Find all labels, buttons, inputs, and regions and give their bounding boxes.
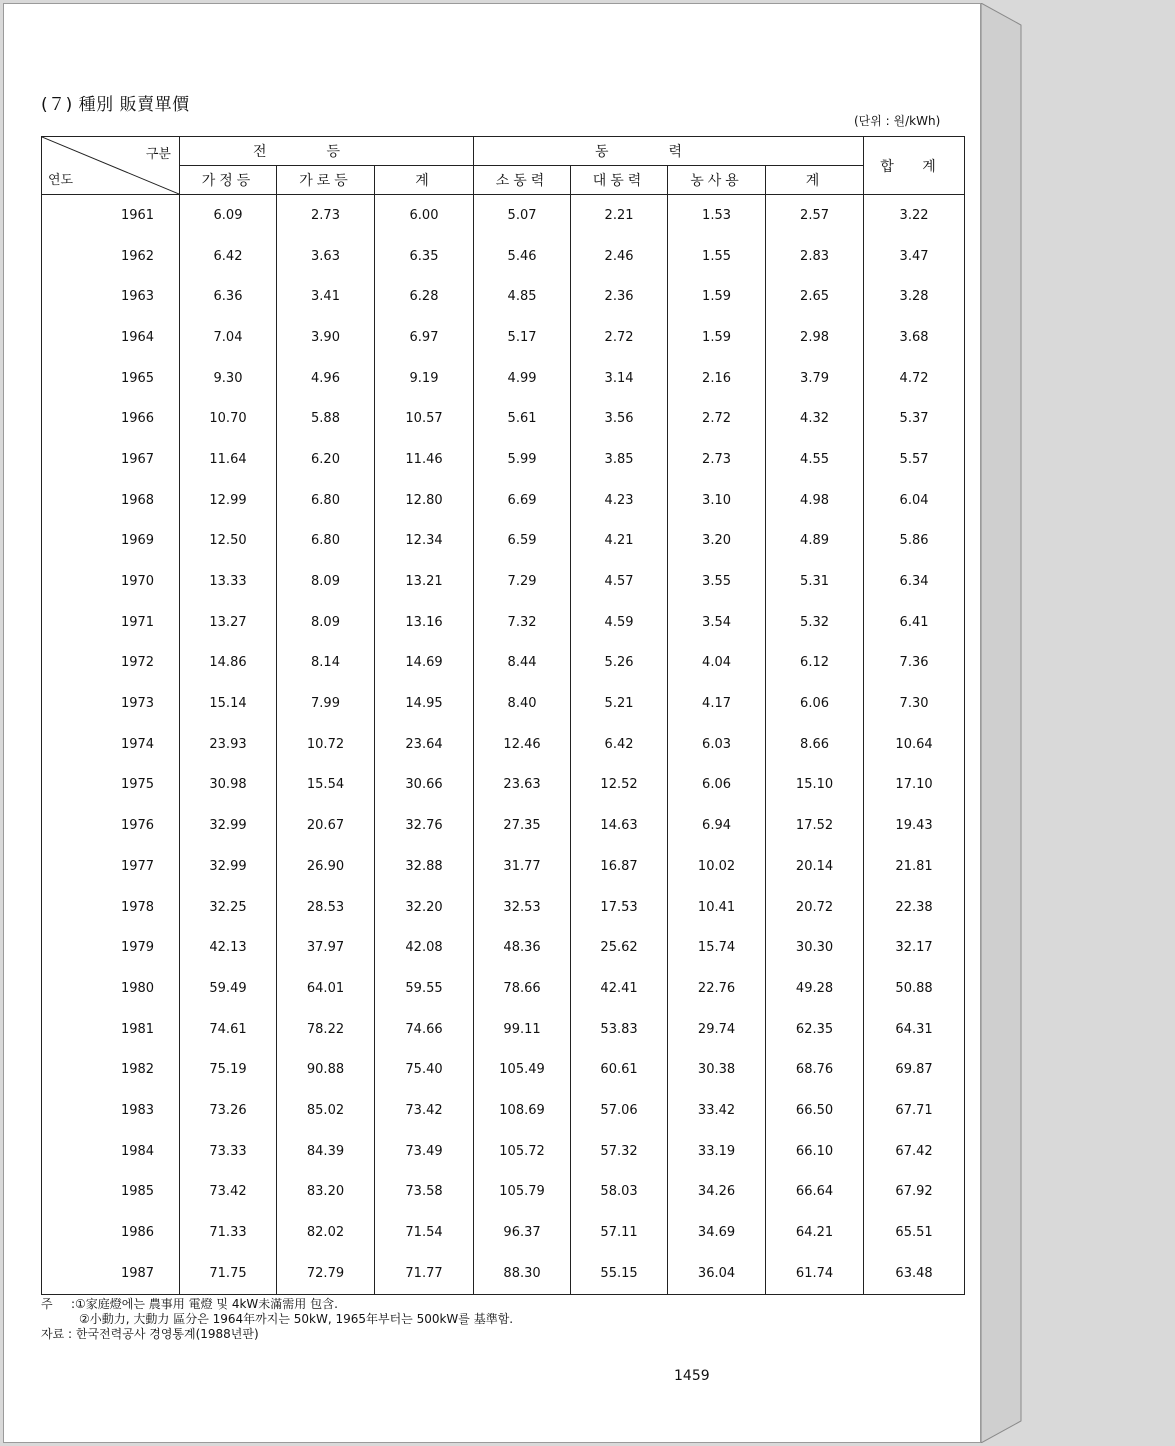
footnote-1 bbox=[41, 1297, 513, 1312]
cell-agricultural: 10.02 bbox=[668, 846, 766, 887]
cell-small-power: 12.46 bbox=[474, 724, 571, 765]
cell-year: 1984 bbox=[42, 1131, 180, 1172]
cell-year: 1964 bbox=[42, 317, 180, 358]
cell-large-power: 3.85 bbox=[571, 439, 668, 480]
cell-large-power: 60.61 bbox=[571, 1049, 668, 1090]
cell-agricultural: 2.16 bbox=[668, 358, 766, 399]
cell-total: 67.92 bbox=[864, 1172, 965, 1213]
cell-lighting-subtotal: 10.57 bbox=[375, 398, 474, 439]
cell-small-power: 27.35 bbox=[474, 805, 571, 846]
cell-power-subtotal: 15.10 bbox=[766, 765, 864, 806]
cell-year: 1970 bbox=[42, 561, 180, 602]
cell-street-lighting: 8.14 bbox=[277, 643, 375, 684]
cell-household-lighting: 6.09 bbox=[180, 195, 277, 236]
cell-household-lighting: 74.61 bbox=[180, 1009, 277, 1050]
cell-agricultural: 33.19 bbox=[668, 1131, 766, 1172]
header-group-lighting: 전등 bbox=[180, 137, 474, 166]
cell-lighting-subtotal: 12.34 bbox=[375, 521, 474, 562]
cell-large-power: 55.15 bbox=[571, 1253, 668, 1294]
cell-year: 1965 bbox=[42, 358, 180, 399]
cell-agricultural: 6.03 bbox=[668, 724, 766, 765]
cell-household-lighting: 23.93 bbox=[180, 724, 277, 765]
header-group-power: 동력 bbox=[474, 137, 864, 166]
cell-street-lighting: 3.41 bbox=[277, 276, 375, 317]
cell-household-lighting: 10.70 bbox=[180, 398, 277, 439]
cell-power-subtotal: 5.32 bbox=[766, 602, 864, 643]
cell-total: 7.30 bbox=[864, 683, 965, 724]
cell-lighting-subtotal: 6.28 bbox=[375, 276, 474, 317]
unit-note: (단위 : 원/kWh) bbox=[854, 114, 941, 128]
cell-street-lighting: 3.90 bbox=[277, 317, 375, 358]
cell-power-subtotal: 66.10 bbox=[766, 1131, 864, 1172]
table-row bbox=[42, 765, 965, 806]
cell-agricultural: 6.06 bbox=[668, 765, 766, 806]
cell-power-subtotal: 64.21 bbox=[766, 1212, 864, 1253]
cell-small-power: 8.44 bbox=[474, 643, 571, 684]
header-total: 합 계 bbox=[864, 137, 965, 195]
cell-year: 1972 bbox=[42, 643, 180, 684]
cell-lighting-subtotal: 71.77 bbox=[375, 1253, 474, 1294]
cell-power-subtotal: 17.52 bbox=[766, 805, 864, 846]
table-row bbox=[42, 927, 965, 968]
source-text: 자료 : 한국전력공사 경영통계(1988년판) bbox=[41, 1327, 259, 1341]
cell-small-power: 105.79 bbox=[474, 1172, 571, 1213]
cell-total: 5.37 bbox=[864, 398, 965, 439]
cell-lighting-subtotal: 14.69 bbox=[375, 643, 474, 684]
cell-agricultural: 6.94 bbox=[668, 805, 766, 846]
cell-street-lighting: 2.73 bbox=[277, 195, 375, 236]
cell-household-lighting: 71.75 bbox=[180, 1253, 277, 1294]
cell-lighting-subtotal: 73.42 bbox=[375, 1090, 474, 1131]
cell-power-subtotal: 49.28 bbox=[766, 968, 864, 1009]
cell-lighting-subtotal: 13.21 bbox=[375, 561, 474, 602]
cell-street-lighting: 8.09 bbox=[277, 602, 375, 643]
cell-small-power: 8.40 bbox=[474, 683, 571, 724]
cell-power-subtotal: 30.30 bbox=[766, 927, 864, 968]
cell-large-power: 5.26 bbox=[571, 643, 668, 684]
cell-total: 10.64 bbox=[864, 724, 965, 765]
page-number: 1459 bbox=[674, 1368, 710, 1384]
cell-lighting-subtotal: 9.19 bbox=[375, 358, 474, 399]
cell-lighting-subtotal: 73.58 bbox=[375, 1172, 474, 1213]
cell-small-power: 7.29 bbox=[474, 561, 571, 602]
cell-household-lighting: 12.50 bbox=[180, 521, 277, 562]
table-row bbox=[42, 1172, 965, 1213]
cell-power-subtotal: 2.57 bbox=[766, 195, 864, 236]
table-row bbox=[42, 439, 965, 480]
cell-agricultural: 4.17 bbox=[668, 683, 766, 724]
section-title: (７) 種別 販賣單價 bbox=[41, 95, 190, 115]
cell-year: 1967 bbox=[42, 439, 180, 480]
table-row bbox=[42, 398, 965, 439]
cell-power-subtotal: 2.83 bbox=[766, 236, 864, 277]
table-row bbox=[42, 480, 965, 521]
cell-street-lighting: 83.20 bbox=[277, 1172, 375, 1213]
cell-agricultural: 29.74 bbox=[668, 1009, 766, 1050]
header-agricultural: 농사용 bbox=[668, 166, 766, 195]
cell-small-power: 32.53 bbox=[474, 887, 571, 928]
cell-total: 17.10 bbox=[864, 765, 965, 806]
cell-small-power: 96.37 bbox=[474, 1212, 571, 1253]
cell-street-lighting: 8.09 bbox=[277, 561, 375, 602]
cell-power-subtotal: 3.79 bbox=[766, 358, 864, 399]
cell-lighting-subtotal: 71.54 bbox=[375, 1212, 474, 1253]
cell-small-power: 4.99 bbox=[474, 358, 571, 399]
cell-year: 1986 bbox=[42, 1212, 180, 1253]
cell-year: 1981 bbox=[42, 1009, 180, 1050]
cell-year: 1961 bbox=[42, 195, 180, 236]
cell-small-power: 105.49 bbox=[474, 1049, 571, 1090]
cell-agricultural: 30.38 bbox=[668, 1049, 766, 1090]
cell-small-power: 6.59 bbox=[474, 521, 571, 562]
header-large-power: 대동력 bbox=[571, 166, 668, 195]
cell-total: 63.48 bbox=[864, 1253, 965, 1294]
cell-small-power: 31.77 bbox=[474, 846, 571, 887]
cell-lighting-subtotal: 32.88 bbox=[375, 846, 474, 887]
cell-small-power: 5.17 bbox=[474, 317, 571, 358]
cell-small-power: 6.69 bbox=[474, 480, 571, 521]
cell-household-lighting: 14.86 bbox=[180, 643, 277, 684]
cell-total: 67.42 bbox=[864, 1131, 965, 1172]
header-small-power: 소동력 bbox=[474, 166, 571, 195]
document-page bbox=[3, 3, 981, 1443]
cell-year: 1980 bbox=[42, 968, 180, 1009]
cell-lighting-subtotal: 13.16 bbox=[375, 602, 474, 643]
cell-year: 1971 bbox=[42, 602, 180, 643]
cell-year: 1982 bbox=[42, 1049, 180, 1090]
cell-household-lighting: 7.04 bbox=[180, 317, 277, 358]
cell-agricultural: 3.54 bbox=[668, 602, 766, 643]
cell-street-lighting: 90.88 bbox=[277, 1049, 375, 1090]
cell-agricultural: 34.26 bbox=[668, 1172, 766, 1213]
table-row bbox=[42, 1090, 965, 1131]
cell-lighting-subtotal: 23.64 bbox=[375, 724, 474, 765]
cell-lighting-subtotal: 12.80 bbox=[375, 480, 474, 521]
cell-agricultural: 36.04 bbox=[668, 1253, 766, 1294]
table-row bbox=[42, 1049, 965, 1090]
cell-small-power: 99.11 bbox=[474, 1009, 571, 1050]
cell-household-lighting: 73.42 bbox=[180, 1172, 277, 1213]
cell-lighting-subtotal: 6.97 bbox=[375, 317, 474, 358]
table-row bbox=[42, 724, 965, 765]
page-edge-shadow bbox=[981, 3, 1023, 1443]
cell-large-power: 4.21 bbox=[571, 521, 668, 562]
cell-total: 69.87 bbox=[864, 1049, 965, 1090]
cell-year: 1983 bbox=[42, 1090, 180, 1131]
cell-large-power: 14.63 bbox=[571, 805, 668, 846]
cell-large-power: 57.11 bbox=[571, 1212, 668, 1253]
cell-large-power: 53.83 bbox=[571, 1009, 668, 1050]
cell-agricultural: 15.74 bbox=[668, 927, 766, 968]
header-household-lighting: 가정등 bbox=[180, 166, 277, 195]
cell-year: 1974 bbox=[42, 724, 180, 765]
cell-street-lighting: 26.90 bbox=[277, 846, 375, 887]
cell-small-power: 5.07 bbox=[474, 195, 571, 236]
cell-household-lighting: 32.99 bbox=[180, 846, 277, 887]
cell-small-power: 108.69 bbox=[474, 1090, 571, 1131]
cell-street-lighting: 15.54 bbox=[277, 765, 375, 806]
cell-lighting-subtotal: 11.46 bbox=[375, 439, 474, 480]
table-row bbox=[42, 1253, 965, 1294]
table-row bbox=[42, 195, 965, 236]
cell-household-lighting: 73.33 bbox=[180, 1131, 277, 1172]
cell-year: 1968 bbox=[42, 480, 180, 521]
cell-agricultural: 33.42 bbox=[668, 1090, 766, 1131]
cell-power-subtotal: 62.35 bbox=[766, 1009, 864, 1050]
cell-lighting-subtotal: 59.55 bbox=[375, 968, 474, 1009]
cell-small-power: 88.30 bbox=[474, 1253, 571, 1294]
corner-label-category: 구분 bbox=[145, 147, 171, 162]
cell-total: 65.51 bbox=[864, 1212, 965, 1253]
cell-street-lighting: 5.88 bbox=[277, 398, 375, 439]
cell-street-lighting: 84.39 bbox=[277, 1131, 375, 1172]
cell-large-power: 17.53 bbox=[571, 887, 668, 928]
cell-large-power: 2.72 bbox=[571, 317, 668, 358]
cell-small-power: 5.99 bbox=[474, 439, 571, 480]
cell-street-lighting: 6.80 bbox=[277, 521, 375, 562]
cell-large-power: 58.03 bbox=[571, 1172, 668, 1213]
cell-household-lighting: 73.26 bbox=[180, 1090, 277, 1131]
table-row bbox=[42, 683, 965, 724]
cell-total: 50.88 bbox=[864, 968, 965, 1009]
cell-small-power: 23.63 bbox=[474, 765, 571, 806]
cell-street-lighting: 10.72 bbox=[277, 724, 375, 765]
cell-year: 1978 bbox=[42, 887, 180, 928]
cell-small-power: 5.61 bbox=[474, 398, 571, 439]
cell-year: 1976 bbox=[42, 805, 180, 846]
cell-lighting-subtotal: 6.35 bbox=[375, 236, 474, 277]
cell-large-power: 16.87 bbox=[571, 846, 668, 887]
cell-total: 32.17 bbox=[864, 927, 965, 968]
source-note bbox=[41, 1327, 513, 1342]
cell-household-lighting: 42.13 bbox=[180, 927, 277, 968]
cell-year: 1973 bbox=[42, 683, 180, 724]
cell-street-lighting: 82.02 bbox=[277, 1212, 375, 1253]
footnote-label: 주 bbox=[41, 1297, 53, 1311]
cell-year: 1987 bbox=[42, 1253, 180, 1294]
footnote-text-1: :①家庭燈에는 農事用 電燈 및 4kW未滿需用 包含. bbox=[71, 1297, 338, 1311]
cell-total: 3.28 bbox=[864, 276, 965, 317]
cell-lighting-subtotal: 32.76 bbox=[375, 805, 474, 846]
cell-year: 1966 bbox=[42, 398, 180, 439]
cell-small-power: 78.66 bbox=[474, 968, 571, 1009]
cell-large-power: 2.46 bbox=[571, 236, 668, 277]
cell-household-lighting: 13.33 bbox=[180, 561, 277, 602]
cell-street-lighting: 78.22 bbox=[277, 1009, 375, 1050]
cell-power-subtotal: 66.50 bbox=[766, 1090, 864, 1131]
cell-small-power: 7.32 bbox=[474, 602, 571, 643]
corner-header bbox=[42, 137, 180, 195]
table-row bbox=[42, 887, 965, 928]
cell-small-power: 48.36 bbox=[474, 927, 571, 968]
cell-large-power: 3.14 bbox=[571, 358, 668, 399]
table-row bbox=[42, 236, 965, 277]
cell-large-power: 4.59 bbox=[571, 602, 668, 643]
cell-household-lighting: 32.99 bbox=[180, 805, 277, 846]
cell-total: 21.81 bbox=[864, 846, 965, 887]
cell-household-lighting: 9.30 bbox=[180, 358, 277, 399]
cell-large-power: 2.21 bbox=[571, 195, 668, 236]
cell-year: 1985 bbox=[42, 1172, 180, 1213]
table-row bbox=[42, 1131, 965, 1172]
header-street-lighting: 가로등 bbox=[277, 166, 375, 195]
cell-lighting-subtotal: 32.20 bbox=[375, 887, 474, 928]
cell-total: 5.86 bbox=[864, 521, 965, 562]
cell-small-power: 105.72 bbox=[474, 1131, 571, 1172]
cell-power-subtotal: 66.64 bbox=[766, 1172, 864, 1213]
table-row bbox=[42, 1009, 965, 1050]
cell-street-lighting: 4.96 bbox=[277, 358, 375, 399]
cell-power-subtotal: 2.98 bbox=[766, 317, 864, 358]
cell-large-power: 4.23 bbox=[571, 480, 668, 521]
cell-agricultural: 1.53 bbox=[668, 195, 766, 236]
cell-large-power: 6.42 bbox=[571, 724, 668, 765]
cell-street-lighting: 72.79 bbox=[277, 1253, 375, 1294]
cell-agricultural: 22.76 bbox=[668, 968, 766, 1009]
cell-large-power: 4.57 bbox=[571, 561, 668, 602]
header-power-subtotal: 계 bbox=[766, 166, 864, 195]
cell-year: 1962 bbox=[42, 236, 180, 277]
cell-total: 19.43 bbox=[864, 805, 965, 846]
cell-power-subtotal: 61.74 bbox=[766, 1253, 864, 1294]
cell-total: 7.36 bbox=[864, 643, 965, 684]
cell-power-subtotal: 8.66 bbox=[766, 724, 864, 765]
cell-large-power: 42.41 bbox=[571, 968, 668, 1009]
cell-year: 1979 bbox=[42, 927, 180, 968]
cell-large-power: 3.56 bbox=[571, 398, 668, 439]
table-row bbox=[42, 805, 965, 846]
cell-large-power: 5.21 bbox=[571, 683, 668, 724]
cell-large-power: 57.06 bbox=[571, 1090, 668, 1131]
cell-household-lighting: 32.25 bbox=[180, 887, 277, 928]
cell-lighting-subtotal: 14.95 bbox=[375, 683, 474, 724]
cell-power-subtotal: 4.55 bbox=[766, 439, 864, 480]
cell-agricultural: 4.04 bbox=[668, 643, 766, 684]
table-row bbox=[42, 1212, 965, 1253]
cell-household-lighting: 71.33 bbox=[180, 1212, 277, 1253]
cell-lighting-subtotal: 73.49 bbox=[375, 1131, 474, 1172]
cell-total: 5.57 bbox=[864, 439, 965, 480]
table-row bbox=[42, 561, 965, 602]
cell-household-lighting: 59.49 bbox=[180, 968, 277, 1009]
cell-year: 1963 bbox=[42, 276, 180, 317]
cell-agricultural: 1.59 bbox=[668, 317, 766, 358]
cell-total: 3.47 bbox=[864, 236, 965, 277]
cell-power-subtotal: 4.89 bbox=[766, 521, 864, 562]
cell-household-lighting: 30.98 bbox=[180, 765, 277, 806]
cell-large-power: 2.36 bbox=[571, 276, 668, 317]
cell-power-subtotal: 2.65 bbox=[766, 276, 864, 317]
cell-lighting-subtotal: 30.66 bbox=[375, 765, 474, 806]
footnote-text-2: ②小動力, 大動力 區分은 1964年까지는 50kW, 1965年부터는 500kW를 基準함. bbox=[79, 1312, 514, 1326]
cell-power-subtotal: 68.76 bbox=[766, 1049, 864, 1090]
cell-power-subtotal: 4.98 bbox=[766, 480, 864, 521]
cell-total: 3.68 bbox=[864, 317, 965, 358]
price-table bbox=[41, 136, 965, 1295]
cell-agricultural: 3.10 bbox=[668, 480, 766, 521]
cell-power-subtotal: 6.06 bbox=[766, 683, 864, 724]
cell-year: 1975 bbox=[42, 765, 180, 806]
cell-household-lighting: 15.14 bbox=[180, 683, 277, 724]
cell-total: 6.34 bbox=[864, 561, 965, 602]
cell-year: 1977 bbox=[42, 846, 180, 887]
cell-street-lighting: 85.02 bbox=[277, 1090, 375, 1131]
cell-agricultural: 1.59 bbox=[668, 276, 766, 317]
table-row bbox=[42, 521, 965, 562]
cell-large-power: 57.32 bbox=[571, 1131, 668, 1172]
cell-agricultural: 3.20 bbox=[668, 521, 766, 562]
cell-total: 6.41 bbox=[864, 602, 965, 643]
cell-agricultural: 34.69 bbox=[668, 1212, 766, 1253]
cell-street-lighting: 3.63 bbox=[277, 236, 375, 277]
cell-large-power: 25.62 bbox=[571, 927, 668, 968]
table-body bbox=[42, 195, 965, 1295]
cell-agricultural: 3.55 bbox=[668, 561, 766, 602]
cell-lighting-subtotal: 42.08 bbox=[375, 927, 474, 968]
cell-household-lighting: 6.36 bbox=[180, 276, 277, 317]
table-row bbox=[42, 358, 965, 399]
cell-street-lighting: 28.53 bbox=[277, 887, 375, 928]
table-row bbox=[42, 602, 965, 643]
cell-power-subtotal: 5.31 bbox=[766, 561, 864, 602]
cell-street-lighting: 6.80 bbox=[277, 480, 375, 521]
cell-agricultural: 10.41 bbox=[668, 887, 766, 928]
cell-total: 22.38 bbox=[864, 887, 965, 928]
cell-agricultural: 2.72 bbox=[668, 398, 766, 439]
cell-household-lighting: 6.42 bbox=[180, 236, 277, 277]
cell-agricultural: 2.73 bbox=[668, 439, 766, 480]
cell-small-power: 5.46 bbox=[474, 236, 571, 277]
cell-year: 1969 bbox=[42, 521, 180, 562]
cell-total: 67.71 bbox=[864, 1090, 965, 1131]
footnotes bbox=[41, 1297, 513, 1342]
footnote-2 bbox=[41, 1312, 513, 1327]
cell-lighting-subtotal: 6.00 bbox=[375, 195, 474, 236]
cell-power-subtotal: 20.72 bbox=[766, 887, 864, 928]
cell-household-lighting: 12.99 bbox=[180, 480, 277, 521]
table-row bbox=[42, 846, 965, 887]
corner-label-year: 연도 bbox=[48, 173, 74, 188]
cell-agricultural: 1.55 bbox=[668, 236, 766, 277]
cell-street-lighting: 6.20 bbox=[277, 439, 375, 480]
table-row bbox=[42, 317, 965, 358]
cell-power-subtotal: 20.14 bbox=[766, 846, 864, 887]
cell-street-lighting: 20.67 bbox=[277, 805, 375, 846]
table-row bbox=[42, 968, 965, 1009]
cell-lighting-subtotal: 74.66 bbox=[375, 1009, 474, 1050]
cell-lighting-subtotal: 75.40 bbox=[375, 1049, 474, 1090]
cell-street-lighting: 37.97 bbox=[277, 927, 375, 968]
table-row bbox=[42, 276, 965, 317]
cell-total: 64.31 bbox=[864, 1009, 965, 1050]
cell-household-lighting: 11.64 bbox=[180, 439, 277, 480]
header-lighting-subtotal: 계 bbox=[375, 166, 474, 195]
cell-household-lighting: 13.27 bbox=[180, 602, 277, 643]
cell-street-lighting: 7.99 bbox=[277, 683, 375, 724]
cell-total: 6.04 bbox=[864, 480, 965, 521]
cell-street-lighting: 64.01 bbox=[277, 968, 375, 1009]
table-row bbox=[42, 643, 965, 684]
cell-total: 4.72 bbox=[864, 358, 965, 399]
cell-total: 3.22 bbox=[864, 195, 965, 236]
cell-household-lighting: 75.19 bbox=[180, 1049, 277, 1090]
cell-power-subtotal: 4.32 bbox=[766, 398, 864, 439]
cell-small-power: 4.85 bbox=[474, 276, 571, 317]
cell-power-subtotal: 6.12 bbox=[766, 643, 864, 684]
cell-large-power: 12.52 bbox=[571, 765, 668, 806]
